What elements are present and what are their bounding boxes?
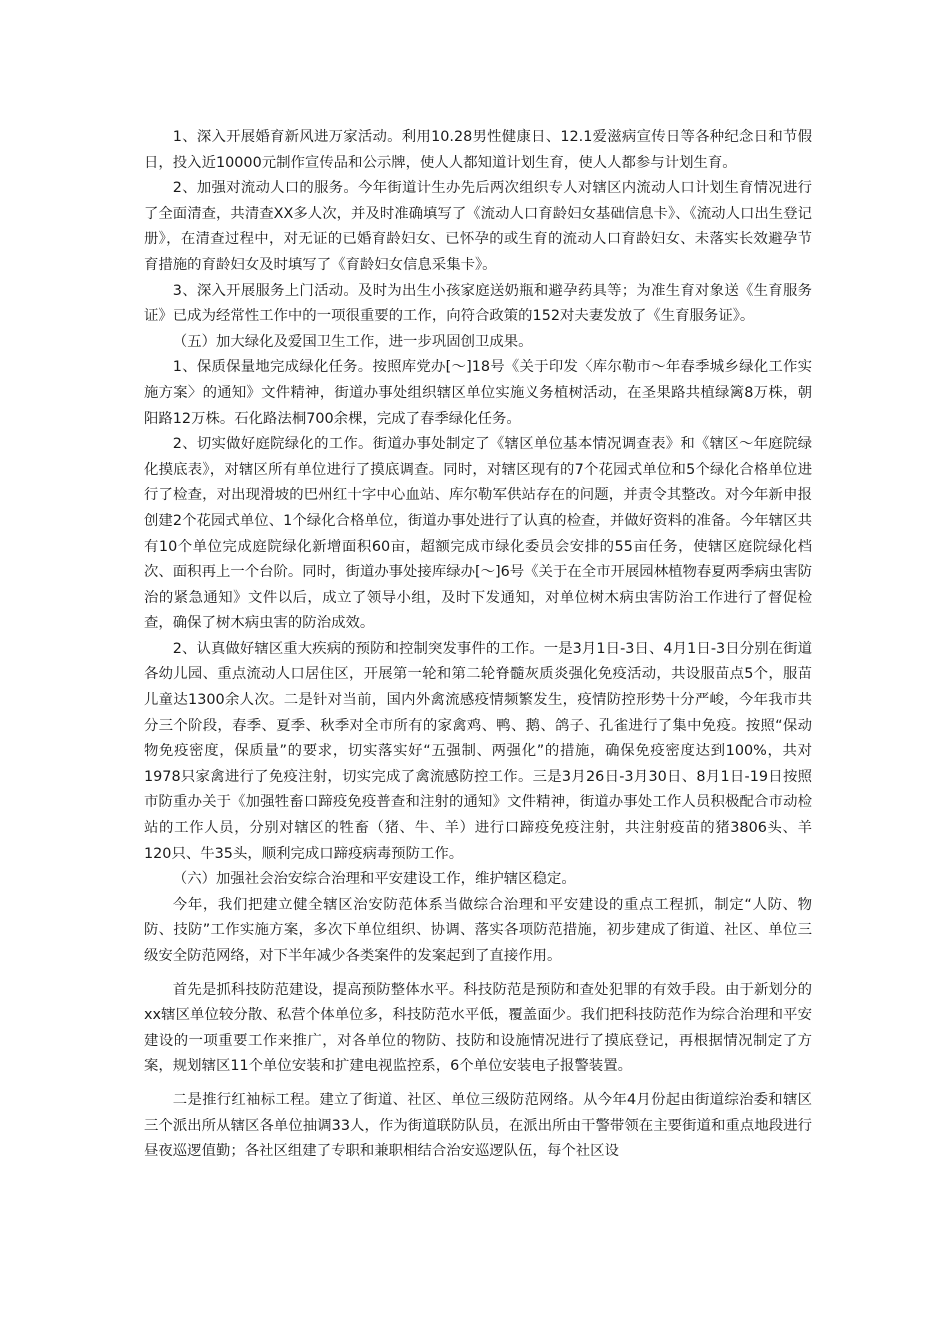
section-heading-public-security: （六）加强社会治安综合治理和平安建设工作，维护辖区稳定。 bbox=[172, 871, 576, 888]
paragraph-courtyard-greening: 2、切实做好庭院绿化的工作。街道办事处制定了《辖区单位基本情况调查表》和《辖区～年庭院绿化摸底表》，对辖区所有单位进行了摸底调查。同时，对辖区现有的7个花园式单位和5个绿化合格单位进行了检查，对出现滑坡的巴州红十字中心血站、库尔勒军供站存在的问题，并责令其整改。对今年新申报创建2个花园式单位、1个绿化合格单位，街道办事处进行了认真的检查，并做好资料的准备。今年辖区共有10个单位完成庭院绿化新增面积60亩，超额完成市绿化委员会安排的55亩任务，使辖区庭院绿化档次、面积再上一个台阶。同时，街道办事处接库绿办[～]6号《关于在全市开展园林植物春夏两季病虫害防治的紧急通知》文件以后，成立了领导小组，及时下发通知，对单位树木病虫害防治工作进行了督促检查，确保了树木病虫害的防治成效。 bbox=[144, 436, 812, 632]
section-heading-greening: （五）加大绿化及爱国卫生工作，进一步巩固创卫成果。 bbox=[172, 333, 533, 350]
paragraph-security-system: 今年，我们把建立健全辖区治安防范体系当做综合治理和平安建设的重点工程抓，制定“人防、物防、技防”工作实施方案，多次下单位组织、协调、落实各项防范措施，初步建成了街道、社区、单位三级安全防范网络，对下半年减少各类案件的发案起到了直接作用。 bbox=[144, 896, 812, 964]
paragraph-tech-prevention: 首先是抓科技防范建设，提高预防整体水平。科技防范是预防和查处犯罪的有效手段。由于新划分的xx辖区单位较分散、私营个体单位多，科技防范水平低，覆盖面少。我们把科技防范作为综合治理和平安建设的一项重要工作来推广，对各单位的物防、技防和设施情况进行了摸底登记，再根据情况制定了方案，规划辖区11个单位安装和扩建电视监控系，6个单位安装电子报警装置。 bbox=[144, 981, 812, 1075]
paragraph-disease-prevention: 2、认真做好辖区重大疾病的预防和控制突发事件的工作。一是3月1日-3日、4月1日-3日分别在街道各幼儿园、重点流动人口居住区，开展第一轮和第二轮脊髓灰质炎强化免疫活动，共设服苗点5个，服苗儿童达1300余人次。二是针对当前，国内外禽流感疫情频繁发生，疫情防控形势十分严峻，今年我市共分三个阶段，春季、夏季、秋季对全市所有的家禽鸡、鸭、鹅、鸽子、孔雀进行了集中免疫。按照“保动物免疫密度，保质量”的要求，切实落实好“五强制、两强化”的措施，确保免疫密度达到100%，共对1978只家禽进行了免疫注射，切实完成了禽流感防控工作。三是3月26日-3月30日、8月1日-19日按照市防重办关于《加强牲畜口蹄疫免疫普查和注射的通知》文件精神，街道办事处工作人员积极配合市动检站的工作人员，分别对辖区的牲畜（猪、牛、羊）进行口蹄疫免疫注射，共注射疫苗的猪3806头、羊120只、牛35头，顺利完成口蹄疫病毒预防工作。 bbox=[144, 640, 812, 862]
paragraph-greening-tasks: 1、保质保量地完成绿化任务。按照库党办[～]18号《关于印发〈库尔勒市～年春季城乡绿化工作实施方案〉的通知》文件精神，街道办事处组织辖区单位实施义务植树活动，在圣果路共植绿篱8万株，朝阳路12万株。石化路法桐700余棵，完成了春季绿化任务。 bbox=[144, 359, 812, 427]
paragraph-marriage-customs: 1、深入开展婚育新风进万家活动。利用10.28男性健康日、12.1爱滋病宣传日等各种纪念日和节假日，投入近10000元制作宣传品和公示牌，使人人都知道计划生育，使人人都参与计划生育。 bbox=[144, 129, 812, 171]
paragraph-floating-population: 2、加强对流动人口的服务。今年街道计生办先后两次组织专人对辖区内流动人口计划生育情况进行了全面清查，共清查XX多人次，并及时准确填写了《流动人口育龄妇女基础信息卡》、《流动人口出生登记册》，在清查过程中，对无证的已婚育龄妇女、已怀孕的或生育的流动人口育龄妇女、未落实长效避孕节育措施的育龄妇女及时填写了《育龄妇女信息采集卡》。 bbox=[144, 180, 812, 273]
paragraph-red-armband: 二是推行红袖标工程。建立了街道、社区、单位三级防范网络。从今年4月份起由街道综治委和辖区三个派出所从辖区各单位抽调33人，作为街道联防队员，在派出所由干警带领在主要街道和重点地段进行昼夜巡逻值勤；各社区组建了专职和兼职相结合治安巡逻队伍，每个社区设 bbox=[144, 1091, 812, 1160]
document-body bbox=[144, 125, 812, 1165]
paragraph-door-to-door-service: 3、深入开展服务上门活动。及时为出生小孩家庭送奶瓶和避孕药具等；为准生育对象送《生育服务证》已成为经常性工作中的一项很重要的工作，向符合政策的152对夫妻发放了《生育服务证》。 bbox=[144, 282, 812, 325]
